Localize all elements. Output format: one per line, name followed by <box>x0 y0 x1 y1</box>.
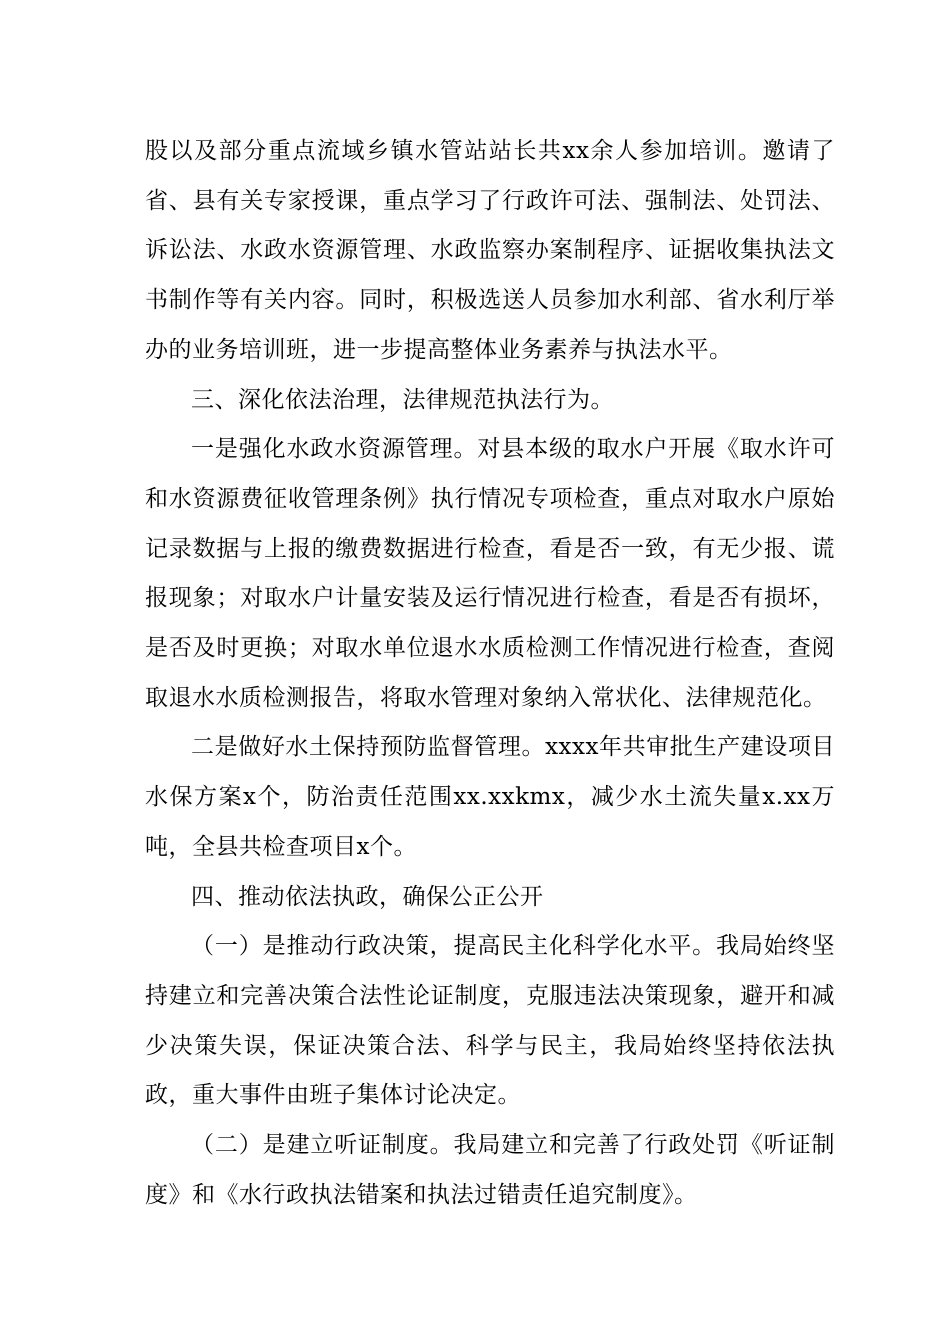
paragraph-water-resource-management: 一是强化水政水资源管理。对县本级的取水户开展《取水许可和水资源费征收管理条例》执行情况专项检查，重点对取水户原始记录数据与上报的缴费数据进行检查，看是否一致，有无少报、谎报现象；对取水户计量安装及运行情况进行检查，看是否有损坏，是否及时更换；对取水单位退水水质检测工作情况进行检查，查阅取退水水质检测报告，将取水管理对象纳入常状化、法律规范化。 <box>145 436 835 711</box>
paragraph-training: 股以及部分重点流域乡镇水管站站长共xx余人参加培训。邀请了省、县有关专家授课，重点学习了行政许可法、强制法、处罚法、诉讼法、水政水资源管理、水政监察办案制程序、证据收集执法文书制作等有关内容。同时，积极选送人员参加水利部、省水利厅举办的业务培训班，进一步提高整体业务素养与执法水平。 <box>145 138 835 363</box>
paragraph-soil-conservation: 二是做好水土保持预防监督管理。xxxx年共审批生产建设项目水保方案x个，防治责任范围xx.xxkmx，减少水土流失量x.xx万吨，全县共检查项目x个。 <box>145 734 835 860</box>
paragraph-decision-making: （一）是推动行政决策，提高民主化科学化水平。我局始终坚持建立和完善决策合法性论证制度，克服违法决策现象，避开和减少决策失误，保证决策合法、科学与民主，我局始终坚持依法执政，重大事件由班子集体讨论决定。 <box>145 933 835 1109</box>
heading-section-three: 三、深化依法治理，法律规范执法行为。 <box>191 386 614 413</box>
paragraph-hearing-system: （二）是建立听证制度。我局建立和完善了行政处罚《听证制度》和《水行政执法错案和执法过错责任追究制度》。 <box>145 1132 835 1208</box>
document-page <box>145 127 835 1220</box>
heading-section-four: 四、推动依法执政，确保公正公开 <box>191 883 544 910</box>
